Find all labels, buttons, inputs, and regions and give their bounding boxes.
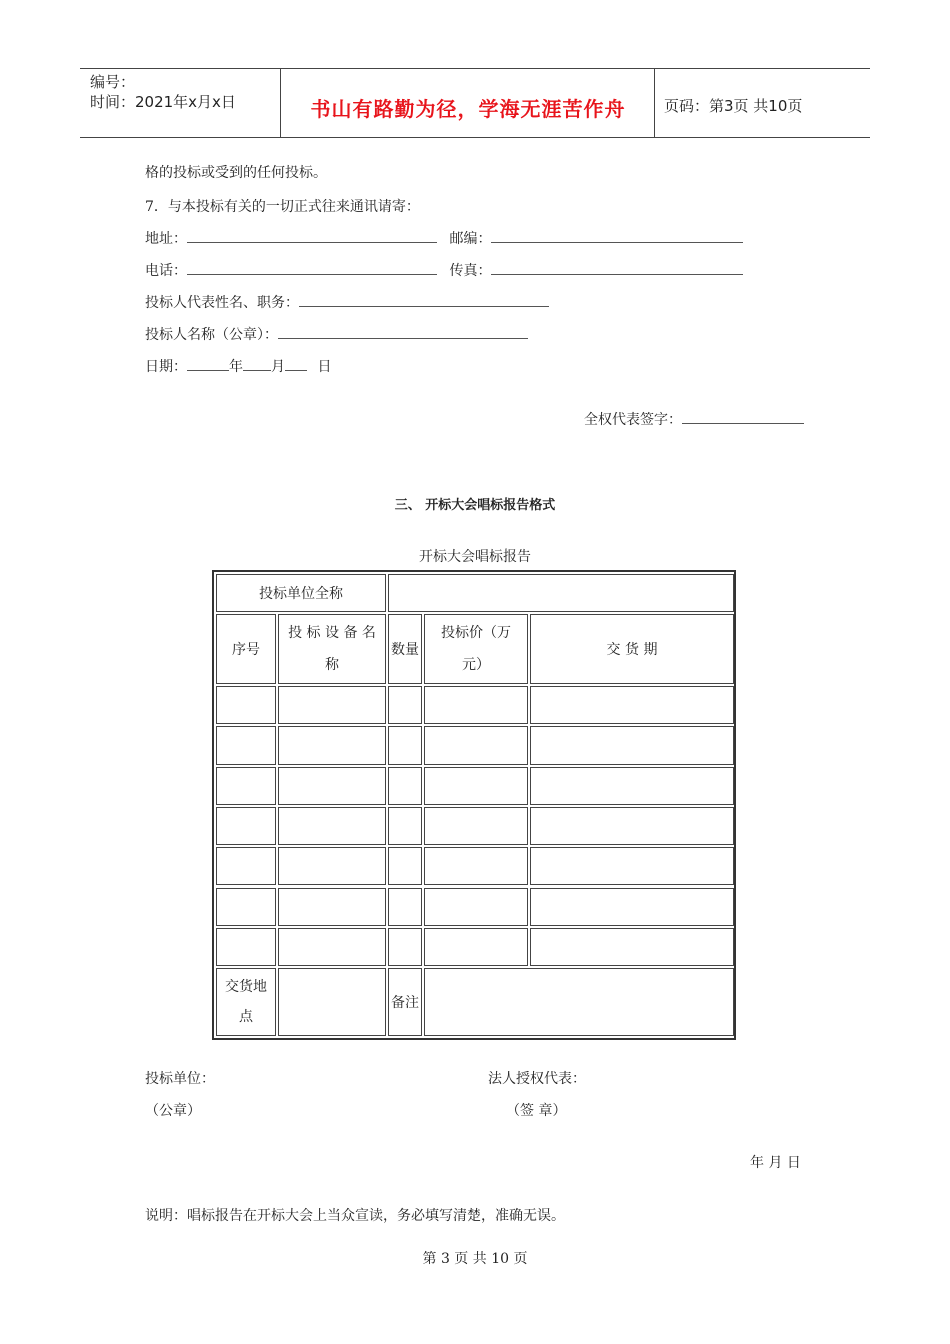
col-qty: 数量: [388, 614, 422, 684]
signature-field[interactable]: [682, 409, 804, 424]
number-label: 编号：: [90, 73, 136, 91]
section-heading: 三、 开标大会唱标报告格式: [394, 498, 556, 513]
remarks-label: 备注: [388, 968, 422, 1036]
fax-field[interactable]: [491, 260, 743, 275]
table-cell[interactable]: [216, 888, 276, 926]
bidder-full-name-field[interactable]: [388, 574, 734, 612]
year-label: 年: [229, 359, 243, 375]
table-cell[interactable]: [530, 767, 734, 805]
delivery-place-label: [216, 968, 276, 1036]
table-cell[interactable]: [530, 888, 734, 926]
bid-report-table: [212, 570, 736, 1040]
ymd-label: 年 月 日: [750, 1155, 801, 1171]
table-cell[interactable]: [278, 726, 386, 764]
bidder-name-field[interactable]: [278, 324, 528, 339]
address-label: 地址：: [145, 231, 187, 247]
time-label: 时间：2021年x月x日: [90, 93, 236, 111]
table-cell[interactable]: [388, 928, 422, 966]
col-price: [424, 614, 528, 684]
table-cell[interactable]: [278, 928, 386, 966]
col-no: 序号: [216, 614, 276, 684]
table-cell[interactable]: [278, 767, 386, 805]
table-title: 开标大会唱标报告: [419, 549, 531, 565]
table-cell[interactable]: [388, 767, 422, 805]
header-motto: 书山有路勤为径，学海无涯苦作舟: [310, 97, 626, 121]
day-field[interactable]: [285, 356, 307, 371]
table-cell[interactable]: [216, 847, 276, 885]
col-equipment: [278, 614, 386, 684]
table-cell[interactable]: [278, 888, 386, 926]
header-page-info: 页码：第3页 共10页: [664, 97, 803, 115]
table-cell[interactable]: [388, 888, 422, 926]
delivery-place-line1: 交货地: [225, 979, 267, 995]
col-delivery: 交 货 期: [530, 614, 734, 684]
phone-row: [145, 260, 743, 280]
table-cell[interactable]: [216, 767, 276, 805]
table-cell[interactable]: [424, 807, 528, 845]
bidder-unit-label: 投标单位：: [145, 1071, 215, 1087]
delivery-place-line2: 点: [239, 1009, 253, 1025]
header-divider: [280, 69, 281, 137]
table-cell[interactable]: [216, 686, 276, 724]
table-cell[interactable]: [530, 726, 734, 764]
postcode-label: 邮编：: [449, 231, 492, 247]
remarks-field[interactable]: [424, 968, 734, 1036]
header-divider: [654, 69, 655, 137]
table-cell[interactable]: [424, 847, 528, 885]
date-row: [145, 356, 331, 376]
table-cell[interactable]: [530, 847, 734, 885]
postcode-field[interactable]: [491, 228, 743, 243]
fax-label: 传真：: [449, 263, 492, 279]
rep-label: 投标人代表性名、职务：: [145, 295, 299, 311]
page-header: [80, 68, 870, 138]
month-field[interactable]: [243, 356, 271, 371]
legal-rep-label: 法人授权代表：: [488, 1071, 586, 1087]
phone-label: 电话：: [145, 263, 187, 279]
note-text: 说明：唱标报告在开标大会上当众宣读，务必填写清楚，准确无误。: [145, 1208, 565, 1224]
bidder-full-name-label: 投标单位全称: [216, 574, 386, 612]
month-label: 月: [271, 359, 285, 375]
date-label: 日期：: [145, 359, 187, 375]
address-field[interactable]: [187, 228, 437, 243]
table-cell[interactable]: [388, 847, 422, 885]
continued-text: 格的投标或受到的任何投标。: [145, 165, 327, 181]
table-cell[interactable]: [530, 686, 734, 724]
table-cell[interactable]: [216, 807, 276, 845]
table-cell[interactable]: [388, 807, 422, 845]
bidder-name-label: 投标人名称（公章）：: [145, 327, 278, 343]
bidder-name-row: [145, 324, 528, 344]
table-cell[interactable]: [216, 928, 276, 966]
signature-label: 全权代表签字：: [584, 412, 682, 428]
table-cell[interactable]: [424, 888, 528, 926]
item-7: 7．与本投标有关的一切正式往来通讯请寄：: [145, 199, 420, 215]
table-cell[interactable]: [388, 686, 422, 724]
day-label: 日: [317, 359, 332, 375]
col-equipment-line1: 投 标 设 备 名: [288, 625, 376, 641]
table-cell[interactable]: [424, 928, 528, 966]
col-equipment-line2: 称: [325, 657, 339, 673]
col-price-line1: 投标价（万: [441, 625, 511, 641]
rep-row: [145, 292, 549, 312]
table-cell[interactable]: [216, 726, 276, 764]
delivery-place-field[interactable]: [278, 968, 386, 1036]
table-cell[interactable]: [424, 686, 528, 724]
phone-field[interactable]: [187, 260, 437, 275]
signature-row: [584, 409, 804, 429]
sign-seal-label: （签 章）: [506, 1103, 567, 1119]
table-cell[interactable]: [530, 928, 734, 966]
table-cell[interactable]: [424, 767, 528, 805]
table-cell[interactable]: [388, 726, 422, 764]
seal-label: （公章）: [145, 1103, 201, 1119]
rep-field[interactable]: [299, 292, 549, 307]
page-footer: 第 3 页 共 10 页: [422, 1251, 528, 1267]
year-field[interactable]: [187, 356, 229, 371]
address-row: [145, 228, 743, 248]
table-cell[interactable]: [278, 847, 386, 885]
col-price-line2: 元）: [462, 657, 490, 673]
header-meta: [90, 72, 236, 112]
table-cell[interactable]: [278, 807, 386, 845]
table-cell[interactable]: [424, 726, 528, 764]
table-cell[interactable]: [278, 686, 386, 724]
table-cell[interactable]: [530, 807, 734, 845]
